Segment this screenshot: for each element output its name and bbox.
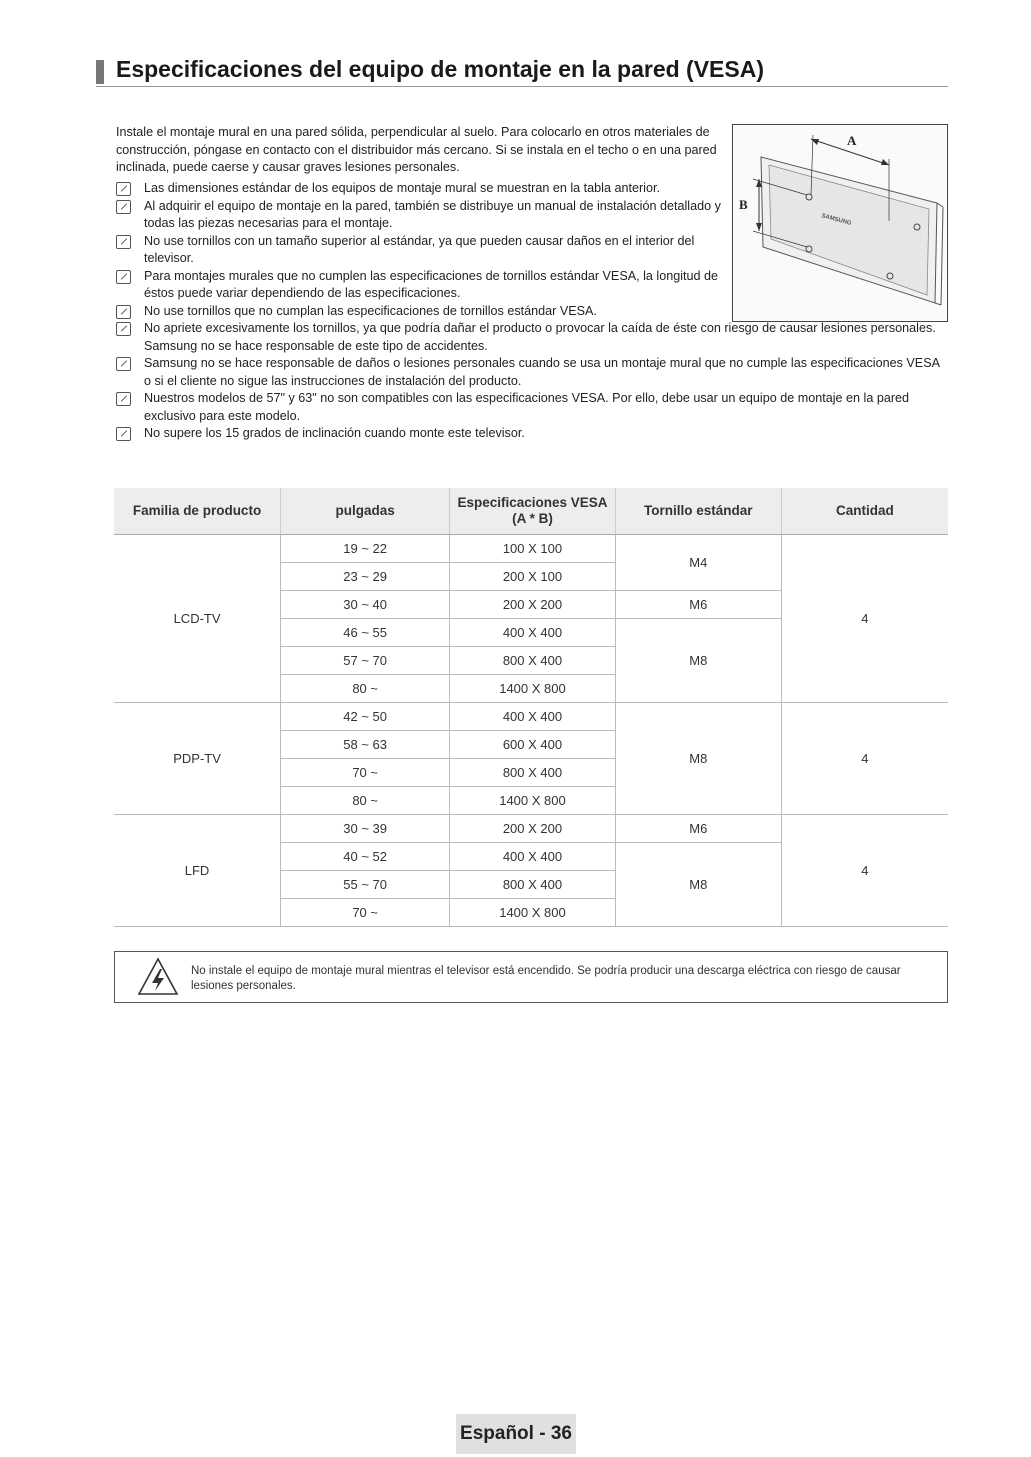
title-accent-bar <box>96 60 104 84</box>
warning-box <box>114 951 948 1003</box>
vesa-cell: 200 X 100 <box>450 563 616 591</box>
vesa-cell: 1400 X 800 <box>450 675 616 703</box>
quantity-cell: 4 <box>781 815 948 927</box>
screw-cell: M8 <box>615 619 781 703</box>
family-cell: LFD <box>114 815 281 927</box>
dimension-label-a: A <box>847 133 857 148</box>
screw-cell: M6 <box>615 815 781 843</box>
header-vesa: Especificaciones VESA (A * B) <box>450 488 616 535</box>
vesa-cell: 200 X 200 <box>450 815 616 843</box>
vesa-cell: 400 X 400 <box>450 703 616 731</box>
inches-cell: 70 ~ <box>281 899 450 927</box>
note-item: Samsung no se hace responsable de daños o lesiones personales cuando se usa un montaje mural que no cumple las especificaciones VESA o si el cliente no sigue las instrucciones de instalación del producto. <box>116 355 946 390</box>
inches-cell: 23 ~ 29 <box>281 563 450 591</box>
vesa-cell: 1400 X 800 <box>450 899 616 927</box>
note-icon <box>116 305 131 319</box>
note-item: No supere los 15 grados de inclinación cuando monte este televisor. <box>116 425 946 443</box>
header-quantity: Cantidad <box>781 488 948 535</box>
family-cell: LCD-TV <box>114 535 281 703</box>
table-row <box>114 703 948 731</box>
vesa-spec-table <box>114 488 948 927</box>
note-item: Al adquirir el equipo de montaje en la pared, también se distribuye un manual de instalación detallado y todas las piezas necesarias para el montaje. <box>116 198 734 233</box>
inches-cell: 30 ~ 40 <box>281 591 450 619</box>
inches-cell: 55 ~ 70 <box>281 871 450 899</box>
page-number: Español - 36 <box>456 1414 576 1454</box>
inches-cell: 19 ~ 22 <box>281 535 450 563</box>
inches-cell: 40 ~ 52 <box>281 843 450 871</box>
intro-paragraph: Instale el montaje mural en una pared sólida, perpendicular al suelo. Para colocarlo en otros materiales de construcción, póngase en contacto con el distribuidor más cercano. Si se instala en el techo o en una pared inclinada, puede caerse y causar graves lesiones personales. <box>116 125 717 174</box>
section-header <box>96 56 948 87</box>
note-icon <box>116 200 131 214</box>
note-item: Nuestros modelos de 57" y 63" no son compatibles con las especificaciones VESA. Por ello, debe usar un equipo de montaje en la pared exclusivo para este modelo. <box>116 390 946 425</box>
inches-cell: 42 ~ 50 <box>281 703 450 731</box>
screw-cell: M6 <box>615 591 781 619</box>
vesa-cell: 200 X 200 <box>450 591 616 619</box>
vesa-cell: 1400 X 800 <box>450 787 616 815</box>
note-icon <box>116 392 131 406</box>
inches-cell: 57 ~ 70 <box>281 647 450 675</box>
vesa-cell: 800 X 400 <box>450 759 616 787</box>
inches-cell: 80 ~ <box>281 787 450 815</box>
note-icon <box>116 235 131 249</box>
vesa-cell: 600 X 400 <box>450 731 616 759</box>
vesa-cell: 800 X 400 <box>450 871 616 899</box>
table-row <box>114 535 948 563</box>
note-item: Las dimensiones estándar de los equipos de montaje mural se muestran en la tabla anterior. <box>116 180 734 198</box>
vesa-cell: 400 X 400 <box>450 843 616 871</box>
inches-cell: 46 ~ 55 <box>281 619 450 647</box>
note-icon <box>116 322 131 336</box>
table-row <box>114 815 948 843</box>
screw-cell: M8 <box>615 843 781 927</box>
header-family: Familia de producto <box>114 488 281 535</box>
note-icon <box>116 427 131 441</box>
vesa-cell: 400 X 400 <box>450 619 616 647</box>
wall-mount-diagram <box>732 124 948 322</box>
note-icon <box>116 357 131 371</box>
inches-cell: 70 ~ <box>281 759 450 787</box>
vesa-cell: 100 X 100 <box>450 535 616 563</box>
quantity-cell: 4 <box>781 703 948 815</box>
family-cell: PDP-TV <box>114 703 281 815</box>
note-icon <box>116 270 131 284</box>
note-item: Para montajes murales que no cumplen las especificaciones de tornillos estándar VESA, la longitud de éstos puede variar dependiendo de las especificaciones. <box>116 268 734 303</box>
table-header-row <box>114 488 948 535</box>
header-screw: Tornillo estándar <box>615 488 781 535</box>
inches-cell: 30 ~ 39 <box>281 815 450 843</box>
note-item: No use tornillos con un tamaño superior al estándar, ya que pueden causar daños en el interior del televisor. <box>116 233 734 268</box>
page-title: Especificaciones del equipo de montaje en la pared (VESA) <box>116 56 765 82</box>
note-item: No apriete excesivamente los tornillos, ya que podría dañar el producto o provocar la caída de éste con riesgo de causar lesiones personales. Samsung no se hace responsable de este tipo de accidentes. <box>116 320 946 355</box>
screw-cell: M8 <box>615 703 781 815</box>
warning-text: No instale el equipo de montaje mural mientras el televisor está encendido. Se podría producir una descarga eléctrica con riesgo de causar lesiones personales. <box>191 965 901 992</box>
quantity-cell: 4 <box>781 535 948 703</box>
header-inches: pulgadas <box>281 488 450 535</box>
screw-cell: M4 <box>615 535 781 591</box>
inches-cell: 80 ~ <box>281 675 450 703</box>
electric-warning-icon <box>137 957 179 997</box>
dimension-label-b: B <box>739 197 748 212</box>
inches-cell: 58 ~ 63 <box>281 731 450 759</box>
brand-logo: SAMSUNG <box>820 213 852 227</box>
note-icon <box>116 182 131 196</box>
vesa-cell: 800 X 400 <box>450 647 616 675</box>
note-item: No use tornillos que no cumplan las especificaciones de tornillos estándar VESA. <box>116 303 946 321</box>
